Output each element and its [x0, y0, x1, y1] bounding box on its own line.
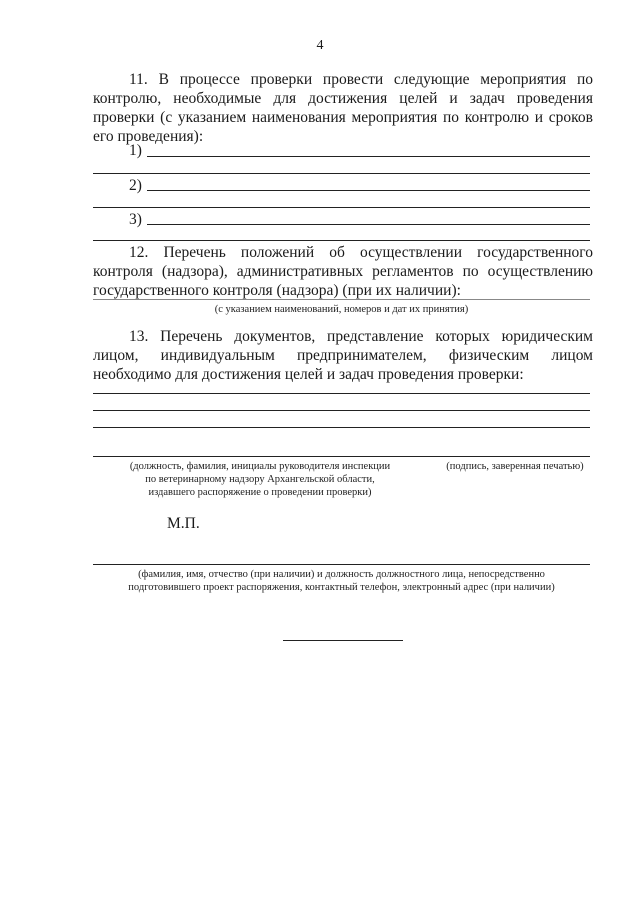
item-11-line-2a	[147, 190, 590, 191]
item-11-line-1a	[147, 156, 590, 157]
item-11-label-1: 1)	[129, 142, 142, 159]
preparer-caption-1: (фамилия, имя, отчество (при наличии) и должность должностного лица, непосредственно	[138, 569, 545, 580]
signature-line	[93, 456, 590, 457]
seal-place-mark: М.П.	[167, 515, 200, 532]
item-12-line	[93, 299, 590, 300]
item-11-line-3a	[147, 224, 590, 225]
seal-caption: (подпись, заверенная печатью)	[446, 461, 584, 472]
head-caption-2: по ветеринарному надзору Архангельской области,	[145, 474, 375, 485]
item-13-line-2	[93, 410, 590, 411]
head-caption-1: (должность, фамилия, инициалы руководителя инспекции	[129, 461, 391, 472]
item-13-text: 13. Перечень документов, представление которых юридическим лицом, индивидуальным предпринимателем, физическим лицом необходимо для достижения целей и задач проведения проверки:	[93, 328, 593, 383]
item-13-line-3	[93, 427, 590, 428]
item-11-label-3: 3)	[129, 211, 142, 228]
item-13-line-1	[93, 393, 590, 394]
closing-line	[283, 640, 403, 641]
item-12-caption: (с указанием наименований, номеров и дат их принятия)	[214, 304, 469, 315]
item-11-label-2: 2)	[129, 177, 142, 194]
head-caption-3: издавшего распоряжение о проведении проверки)	[148, 487, 372, 498]
item-12-text: 12. Перечень положений об осуществлении государственного контроля (надзора), административных регламентов по осуществлению государственного контроля (надзора) (при их наличии):	[93, 244, 593, 299]
item-11-line-3b	[93, 240, 590, 241]
preparer-line	[93, 564, 590, 565]
item-11-text: 11. В процессе проверки провести следующие мероприятия по контролю, необходимые для достижения целей и задач проведения проверки (с указанием наименования мероприятия по контролю и сроков его проведения):	[93, 71, 593, 145]
preparer-caption-2: подготовившего проект распоряжения, контактный телефон, электронный адрес (при наличии)	[128, 582, 555, 593]
page-number: 4	[316, 38, 324, 53]
item-11-line-1b	[93, 173, 590, 174]
item-11-line-2b	[93, 207, 590, 208]
